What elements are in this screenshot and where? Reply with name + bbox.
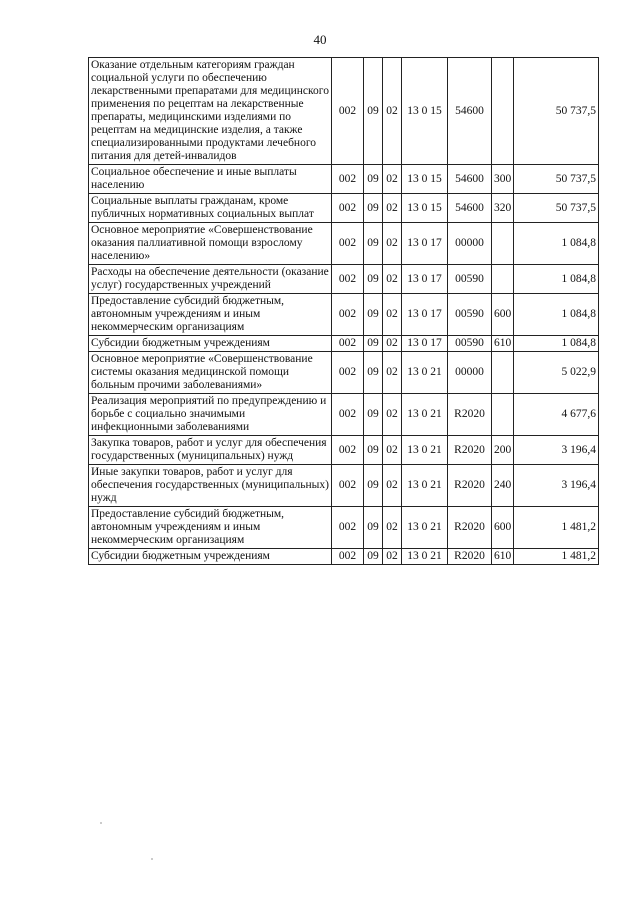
row-name-cell: Основное мероприятие «Совершенствование системы оказания медицинской помощи больным прочими заболеваниями» (89, 352, 332, 394)
row-expense-type-cell: 320 (492, 194, 514, 223)
row-grbs-cell: 002 (332, 265, 364, 294)
row-sum-cell: 50 737,5 (514, 194, 599, 223)
row-subsection-cell: 02 (383, 194, 402, 223)
row-sum-cell: 5 022,9 (514, 352, 599, 394)
row-name-cell: Закупка товаров, работ и услуг для обеспечения государственных (муниципальных) нужд (89, 436, 332, 465)
row-expense-type-cell: 600 (492, 294, 514, 336)
table-row (89, 436, 599, 465)
table-row (89, 507, 599, 549)
row-target-program-cell: 13 0 21 (402, 394, 448, 436)
table-row (89, 394, 599, 436)
row-expense-type-cell: 610 (492, 549, 514, 565)
row-sum-cell: 1 481,2 (514, 507, 599, 549)
row-section-cell: 09 (364, 58, 383, 165)
row-name-cell: Иные закупки товаров, работ и услуг для обеспечения государственных (муниципальных) нужд (89, 465, 332, 507)
row-section-cell: 09 (364, 194, 383, 223)
row-target-program-cell: 13 0 21 (402, 352, 448, 394)
table-row (89, 336, 599, 352)
row-target-program-cell: 13 0 15 (402, 194, 448, 223)
row-name-cell: Социальное обеспечение и иные выплаты населению (89, 165, 332, 194)
row-target-program-cell: 13 0 17 (402, 294, 448, 336)
row-grbs-cell: 002 (332, 394, 364, 436)
row-name-cell: Расходы на обеспечение деятельности (оказание услуг) государственных учреждений (89, 265, 332, 294)
row-grbs-cell: 002 (332, 436, 364, 465)
row-subsection-cell: 02 (383, 352, 402, 394)
row-name-cell: Субсидии бюджетным учреждениям (89, 336, 332, 352)
row-target-direction-cell: 00000 (448, 223, 492, 265)
row-expense-type-cell: 240 (492, 465, 514, 507)
row-grbs-cell: 002 (332, 223, 364, 265)
row-target-direction-cell: 00590 (448, 294, 492, 336)
row-expense-type-cell: 200 (492, 436, 514, 465)
row-target-program-cell: 13 0 21 (402, 507, 448, 549)
table-row (89, 549, 599, 565)
row-section-cell: 09 (364, 336, 383, 352)
row-target-direction-cell: R2020 (448, 507, 492, 549)
row-sum-cell: 1 084,8 (514, 223, 599, 265)
row-target-direction-cell: R2020 (448, 549, 492, 565)
row-expense-type-cell (492, 265, 514, 294)
row-expense-type-cell: 300 (492, 165, 514, 194)
row-target-direction-cell: R2020 (448, 394, 492, 436)
row-target-direction-cell: R2020 (448, 436, 492, 465)
row-target-program-cell: 13 0 17 (402, 223, 448, 265)
row-section-cell: 09 (364, 352, 383, 394)
row-sum-cell: 4 677,6 (514, 394, 599, 436)
row-expense-type-cell: 600 (492, 507, 514, 549)
row-subsection-cell: 02 (383, 58, 402, 165)
row-expense-type-cell (492, 58, 514, 165)
row-subsection-cell: 02 (383, 336, 402, 352)
row-grbs-cell: 002 (332, 165, 364, 194)
row-expense-type-cell (492, 352, 514, 394)
row-name-cell: Оказание отдельным категориям граждан социальной услуги по обеспечению лекарственными препаратами для медицинского применения по рецептам на лекарственные препараты, медицинскими изделиями по рецептам на медицинские изделия, а также специализированными продуктами лечебного питания для детей-инвалидов (89, 58, 332, 165)
row-section-cell: 09 (364, 394, 383, 436)
row-section-cell: 09 (364, 465, 383, 507)
row-sum-cell: 1 084,8 (514, 336, 599, 352)
row-name-cell: Предоставление субсидий бюджетным, автономным учреждениям и иным некоммерческим организациям (89, 507, 332, 549)
row-subsection-cell: 02 (383, 294, 402, 336)
row-sum-cell: 50 737,5 (514, 58, 599, 165)
row-sum-cell: 3 196,4 (514, 465, 599, 507)
budget-table-body (89, 58, 599, 565)
row-grbs-cell: 002 (332, 58, 364, 165)
table-row (89, 58, 599, 165)
row-target-direction-cell: 00000 (448, 352, 492, 394)
row-subsection-cell: 02 (383, 507, 402, 549)
row-section-cell: 09 (364, 265, 383, 294)
row-target-program-cell: 13 0 21 (402, 549, 448, 565)
row-section-cell: 09 (364, 507, 383, 549)
row-sum-cell: 1 084,8 (514, 294, 599, 336)
row-target-direction-cell: R2020 (448, 465, 492, 507)
row-target-program-cell: 13 0 15 (402, 58, 448, 165)
table-row (89, 294, 599, 336)
row-subsection-cell: 02 (383, 165, 402, 194)
row-target-program-cell: 13 0 21 (402, 465, 448, 507)
row-target-program-cell: 13 0 15 (402, 165, 448, 194)
row-subsection-cell: 02 (383, 394, 402, 436)
row-grbs-cell: 002 (332, 336, 364, 352)
row-name-cell: Предоставление субсидий бюджетным, автономным учреждениям и иным некоммерческим организациям (89, 294, 332, 336)
table-row (89, 265, 599, 294)
row-name-cell: Реализация мероприятий по предупреждению и борьбе с социально значимыми инфекционными заболеваниями (89, 394, 332, 436)
row-target-direction-cell: 00590 (448, 265, 492, 294)
row-name-cell: Социальные выплаты гражданам, кроме публичных нормативных социальных выплат (89, 194, 332, 223)
row-subsection-cell: 02 (383, 223, 402, 265)
row-expense-type-cell (492, 223, 514, 265)
row-target-direction-cell: 54600 (448, 194, 492, 223)
page-number: 40 (313, 32, 327, 47)
row-target-direction-cell: 00590 (448, 336, 492, 352)
row-target-program-cell: 13 0 17 (402, 265, 448, 294)
row-grbs-cell: 002 (332, 194, 364, 223)
row-target-direction-cell: 54600 (448, 165, 492, 194)
row-section-cell: 09 (364, 294, 383, 336)
row-expense-type-cell (492, 394, 514, 436)
row-section-cell: 09 (364, 165, 383, 194)
row-sum-cell: 3 196,4 (514, 436, 599, 465)
row-name-cell: Субсидии бюджетным учреждениям (89, 549, 332, 565)
row-target-direction-cell: 54600 (448, 58, 492, 165)
row-subsection-cell: 02 (383, 549, 402, 565)
row-section-cell: 09 (364, 549, 383, 565)
table-row (89, 465, 599, 507)
row-grbs-cell: 002 (332, 352, 364, 394)
row-expense-type-cell: 610 (492, 336, 514, 352)
table-row (89, 352, 599, 394)
row-sum-cell: 1 481,2 (514, 549, 599, 565)
row-subsection-cell: 02 (383, 265, 402, 294)
row-target-program-cell: 13 0 21 (402, 436, 448, 465)
row-section-cell: 09 (364, 436, 383, 465)
table-row (89, 194, 599, 223)
row-sum-cell: 50 737,5 (514, 165, 599, 194)
row-section-cell: 09 (364, 223, 383, 265)
row-subsection-cell: 02 (383, 465, 402, 507)
table-row (89, 165, 599, 194)
scan-speck (151, 858, 153, 860)
budget-table (88, 57, 599, 565)
row-grbs-cell: 002 (332, 465, 364, 507)
row-subsection-cell: 02 (383, 436, 402, 465)
row-target-program-cell: 13 0 17 (402, 336, 448, 352)
row-sum-cell: 1 084,8 (514, 265, 599, 294)
row-name-cell: Основное мероприятие «Совершенствование оказания паллиативной помощи взрослому населению» (89, 223, 332, 265)
table-row (89, 223, 599, 265)
row-grbs-cell: 002 (332, 507, 364, 549)
scan-speck (100, 822, 102, 824)
row-grbs-cell: 002 (332, 294, 364, 336)
row-grbs-cell: 002 (332, 549, 364, 565)
